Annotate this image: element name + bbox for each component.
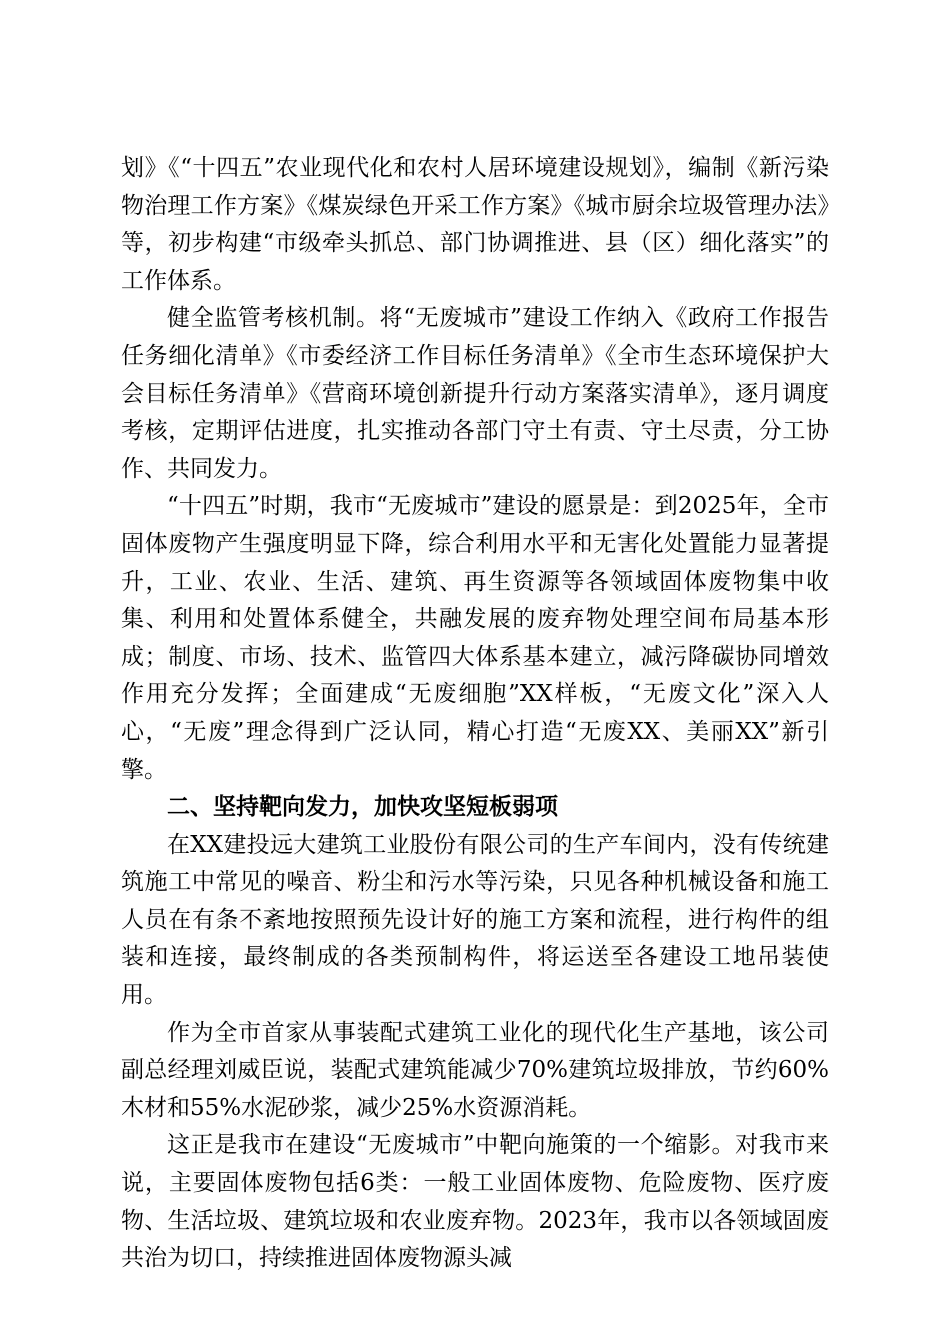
section-heading: 二、坚持靶向发力，加快攻坚短板弱项 <box>167 794 558 821</box>
document-body <box>121 150 829 1278</box>
paragraph-factory: 在XX建投远大建筑工业股份有限公司的生产车间内，没有传统建筑施工中常见的噪音、粉尘和污水等污染，只见各种机械设备和施工人员在有条不紊地按照预先设计好的施工方案和流程，进行构件的组装和连接，最终制成的各类预制构件，将运送至各建设工地吊装使用。 <box>121 831 829 1009</box>
paragraph-quote: 作为全市首家从事装配式建筑工业化的现代化生产基地，该公司副总经理刘威臣说，装配式建筑能减少70%建筑垃圾排放，节约60%木材和55%水泥砂浆，减少25%水资源消耗。 <box>121 1019 829 1121</box>
paragraph-vision: “十四五”时期，我市“无废城市”建设的愿景是：到2025年，全市固体废物产生强度明显下降，综合利用水平和无害化处置能力显著提升，工业、农业、生活、建筑、再生资源等各领域固体废物集中收集、利用和处置体系健全，共融发展的废弃物处理空间布局基本形成；制度、市场、技术、监管四大体系基本建立，减污降碳协同增效作用充分发挥；全面建成“无废细胞”XX样板，“无废文化”深入人心，“无废”理念得到广泛认同，精心打造“无废XX、美丽XX”新引擎。 <box>121 493 829 783</box>
paragraph-overview: 这正是我市在建设“无废城市”中靶向施策的一个缩影。对我市来说，主要固体废物包括6类：一般工业固体废物、危险废物、医疗废物、生活垃圾、建筑垃圾和农业废弃物。2023年，我市以各领域固废共治为切口，持续推进固体废物源头减 <box>121 1132 829 1272</box>
paragraph-supervision: 健全监管考核机制。将“无废城市”建设工作纳入《政府工作报告任务细化清单》《市委经济工作目标任务清单》《全市生态环境保护大会目标任务清单》《营商环境创新提升行动方案落实清单》，逐月调度考核，定期评估进度，扎实推动各部门守土有责、守土尽责，分工协作、共同发力。 <box>121 305 829 482</box>
paragraph-continuation: 划》《“十四五”农业现代化和农村人居环境建设规划》，编制《新污染物治理工作方案》《煤炭绿色开采工作方案》《城市厨余垃圾管理办法》等，初步构建“市级牵头抓总、部门协调推进、县（区）细化落实”的工作体系。 <box>121 155 829 294</box>
